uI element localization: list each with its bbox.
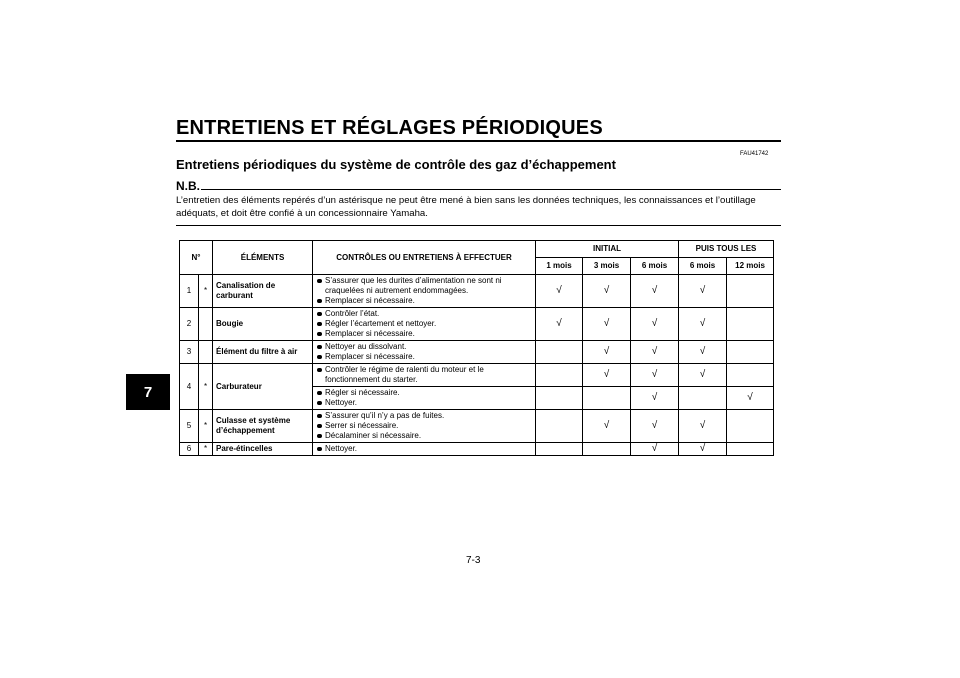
action-list	[316, 411, 533, 441]
check-mark: √	[631, 387, 679, 410]
check-mark: √	[679, 410, 727, 443]
asterisk-marker: *	[199, 443, 213, 456]
check-mark	[536, 364, 583, 387]
action-item: S’assurer que les durites d’alimentation ne sont ni craquelées ni autrement endommagées.	[316, 276, 533, 296]
header-then-every: PUIS TOUS LES	[679, 241, 774, 258]
check-mark: √	[679, 443, 727, 456]
maintenance-table	[179, 240, 774, 456]
header-period: 3 mois	[583, 258, 631, 275]
check-mark	[727, 341, 774, 364]
table-row	[180, 364, 774, 387]
action-item: Nettoyer.	[316, 398, 533, 408]
action-cell	[313, 364, 536, 387]
action-item: Contrôler l’état.	[316, 309, 533, 319]
asterisk-marker: *	[199, 410, 213, 443]
element-name: Canalisation de carburant	[213, 275, 313, 308]
chapter-title: ENTRETIENS ET RÉGLAGES PÉRIODIQUES	[176, 117, 603, 139]
check-mark: √	[536, 275, 583, 308]
element-name: Élément du filtre à air	[213, 341, 313, 364]
check-mark	[536, 443, 583, 456]
row-number: 2	[180, 308, 199, 341]
header-elements: ÉLÉMENTS	[213, 241, 313, 275]
table-row	[180, 275, 774, 308]
check-mark: √	[679, 364, 727, 387]
table-row	[180, 443, 774, 456]
check-mark	[727, 275, 774, 308]
table-row	[180, 341, 774, 364]
row-number: 4	[180, 364, 199, 410]
element-name: Carburateur	[213, 364, 313, 410]
asterisk-marker	[199, 341, 213, 364]
asterisk-marker: *	[199, 364, 213, 410]
check-mark: √	[583, 410, 631, 443]
header-period: 1 mois	[536, 258, 583, 275]
reference-code: FAU41742	[740, 151, 769, 157]
table-row	[180, 410, 774, 443]
check-mark: √	[631, 308, 679, 341]
action-item: Remplacer si nécessaire.	[316, 329, 533, 339]
row-number: 3	[180, 341, 199, 364]
row-number: 1	[180, 275, 199, 308]
action-cell	[313, 410, 536, 443]
element-name: Bougie	[213, 308, 313, 341]
action-cell	[313, 443, 536, 456]
element-name: Culasse et système d’échappement	[213, 410, 313, 443]
note-text: L’entretien des éléments repérés d’un astérisque ne peut être mené à bien sans les données techniques, les connaissances et l’outillage adéquats, et doit être confié à un concessionnaire Yamaha.	[176, 195, 756, 219]
check-mark	[727, 443, 774, 456]
header-period: 6 mois	[679, 258, 727, 275]
action-item: Serrer si nécessaire.	[316, 421, 533, 431]
action-item: Nettoyer.	[316, 444, 533, 454]
check-mark: √	[631, 410, 679, 443]
action-list	[316, 365, 533, 385]
row-number: 6	[180, 443, 199, 456]
check-mark: √	[583, 341, 631, 364]
action-list	[316, 444, 533, 454]
section-title: Entretiens périodiques du système de contrôle des gaz d’échappement	[176, 157, 616, 172]
check-mark	[583, 387, 631, 410]
header-number: N°	[180, 241, 213, 275]
action-list	[316, 309, 533, 339]
check-mark: √	[583, 308, 631, 341]
check-mark	[727, 308, 774, 341]
action-cell	[313, 341, 536, 364]
note-rule-bottom	[176, 225, 781, 226]
asterisk-marker: *	[199, 275, 213, 308]
action-list	[316, 342, 533, 362]
header-initial: INITIAL	[536, 241, 679, 258]
action-item: Remplacer si nécessaire.	[316, 352, 533, 362]
action-item: Régler l’écartement et nettoyer.	[316, 319, 533, 329]
row-number: 5	[180, 410, 199, 443]
action-cell	[313, 387, 536, 410]
check-mark: √	[679, 275, 727, 308]
action-list	[316, 276, 533, 306]
header-period: 6 mois	[631, 258, 679, 275]
check-mark: √	[631, 443, 679, 456]
action-cell	[313, 308, 536, 341]
check-mark: √	[583, 275, 631, 308]
action-item: Régler si nécessaire.	[316, 388, 533, 398]
check-mark	[583, 443, 631, 456]
check-mark: √	[679, 308, 727, 341]
check-mark: √	[583, 364, 631, 387]
check-mark	[536, 341, 583, 364]
check-mark	[727, 364, 774, 387]
asterisk-marker	[199, 308, 213, 341]
chapter-tab: 7	[126, 374, 170, 410]
maintenance-table-body	[180, 275, 774, 456]
action-list	[316, 388, 533, 408]
check-mark: √	[631, 275, 679, 308]
check-mark	[536, 387, 583, 410]
note-label: N.B.	[176, 179, 200, 193]
action-item: Décalaminer si nécessaire.	[316, 431, 533, 441]
check-mark	[727, 410, 774, 443]
action-item: Contrôler le régime de ralenti du moteur et le fonctionnement du starter.	[316, 365, 533, 385]
action-item: Nettoyer au dissolvant.	[316, 342, 533, 352]
action-item: Remplacer si nécessaire.	[316, 296, 533, 306]
check-mark: √	[631, 364, 679, 387]
element-name: Pare-étincelles	[213, 443, 313, 456]
check-mark: √	[679, 341, 727, 364]
check-mark	[679, 387, 727, 410]
note-rule-top	[201, 189, 781, 190]
check-mark	[536, 410, 583, 443]
check-mark: √	[536, 308, 583, 341]
check-mark: √	[631, 341, 679, 364]
table-row	[180, 308, 774, 341]
action-cell	[313, 275, 536, 308]
header-actions: CONTRÔLES OU ENTRETIENS À EFFECTUER	[313, 241, 536, 275]
page-number: 7-3	[466, 555, 481, 566]
action-item: S’assurer qu’il n’y a pas de fuites.	[316, 411, 533, 421]
check-mark: √	[727, 387, 774, 410]
header-period: 12 mois	[727, 258, 774, 275]
title-rule	[176, 140, 781, 142]
